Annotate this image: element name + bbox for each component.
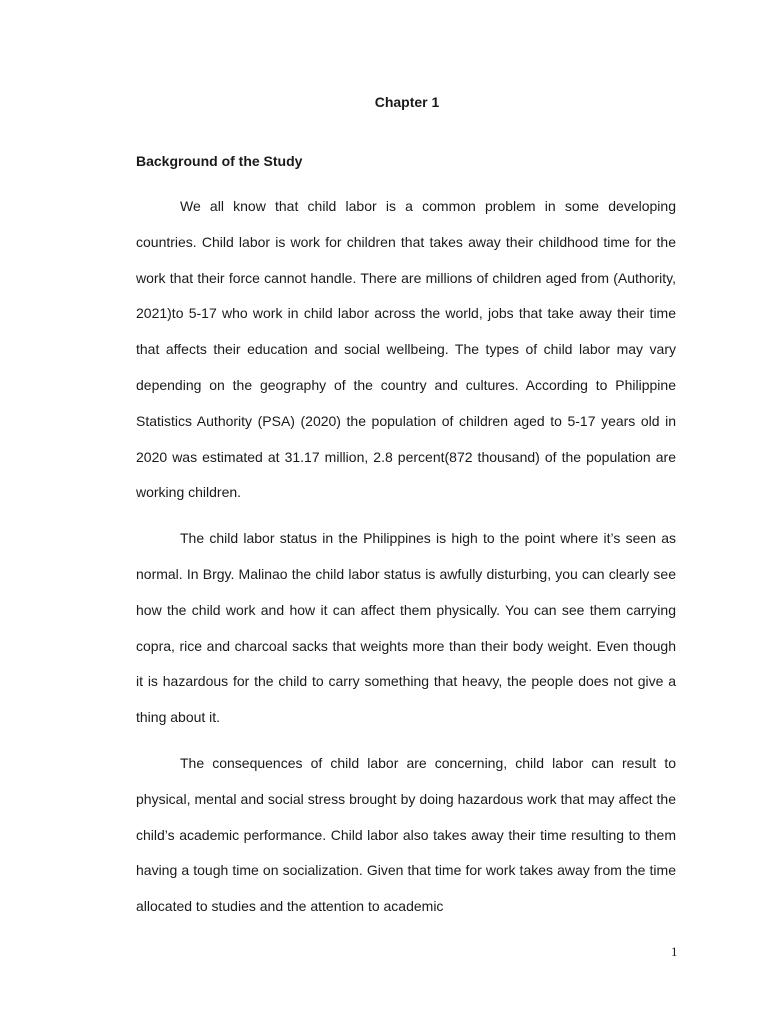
paragraph-1: We all know that child labor is a common problem in some developing countries. Child labor is work for children that takes away their childhood time for the work that their force cannot handle. There are millions of children aged from (Authority, 2021)to 5-17 who work in child labor across the world, jobs that take away their time that affects their education and social wellbeing. The types of child labor may vary depending on the geography of the country and cultures. According to Philippine Statistics Authority (PSA) (2020) the population of children aged to 5-17 years old in 2020 was estimated at 31.17 million, 2.8 percent(872 thousand) of the population are working children. bbox=[136, 198, 676, 501]
body-text bbox=[136, 189, 676, 935]
paragraph-3: The consequences of child labor are concerning, child labor can result to physical, mental and social stress brought by doing hazardous work that may affect the child’s academic performance. Child labor also takes away their time resulting to them having a tough time on socialization. Given that time for work takes away from the time allocated to studies and the attention to academic bbox=[136, 754, 676, 915]
section-heading: Background of the Study bbox=[136, 153, 303, 169]
paragraph-2: The child labor status in the Philippines is high to the point where it’s seen as normal. In Brgy. Malinao the child labor status is awfully disturbing, you can clearly see how the child work and how it can affect them physically. You can see them carrying copra, rice and charcoal sacks that weights more than their body weight. Even though it is hazardous for the child to carry something that heavy, the people does not give a thing about it. bbox=[136, 530, 676, 726]
page-number: 1 bbox=[671, 944, 678, 959]
chapter-title: Chapter 1 bbox=[374, 94, 440, 110]
